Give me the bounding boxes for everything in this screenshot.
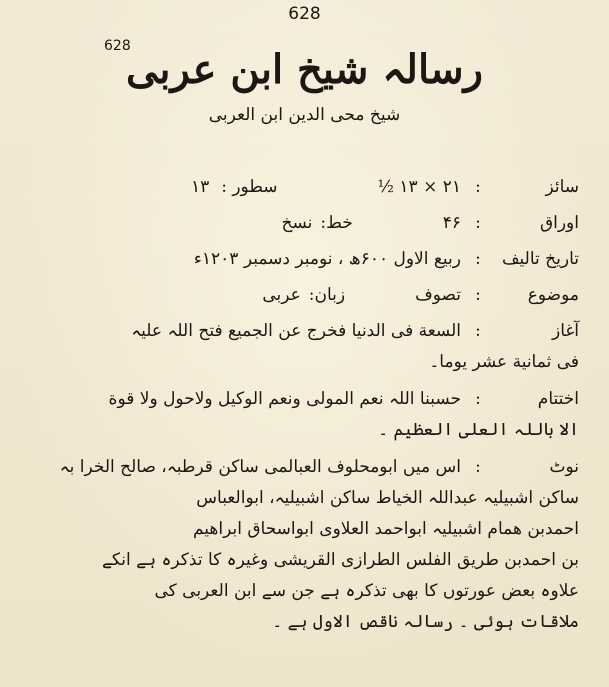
date-row xyxy=(19,244,579,274)
folios-row xyxy=(19,208,579,238)
subject-colon: : xyxy=(475,285,481,305)
date-value: ربیع الاول ۶۰۰ھ ، نومبر دسمبر ۱۲۰۳ء xyxy=(193,249,461,269)
lines-label: سطور : xyxy=(221,177,278,197)
page-number-stamp: 628 xyxy=(104,38,131,54)
note-label: نوٹ xyxy=(549,457,579,477)
page-number-top: 628 xyxy=(288,4,321,24)
subject-value: تصوف xyxy=(415,285,461,305)
size-colon: : xyxy=(475,177,481,197)
note-line: اس میں ابومحلوف العبالمی ساکن قرطبہ، صالح الخرا بہ xyxy=(59,457,461,477)
note-line: ملاقات ہوئی ۔ رسالہ ناقص الاول ہے ۔ xyxy=(272,612,579,632)
note-row xyxy=(19,452,579,638)
note-line: ساکن اشبیلیہ عبداللہ الخیاط ساکن اشبیلیہ، ابوالعباس xyxy=(196,488,579,508)
folios-value: ۴۶ xyxy=(442,213,461,233)
date-colon: : xyxy=(475,249,481,269)
script-value: نسخ xyxy=(281,213,313,233)
note-line: بن احمدبن طریق الفلس الطرازی القریشی وغیرہ کا تذکرہ ہے انکے xyxy=(101,550,579,570)
folios-value-cell xyxy=(19,208,461,238)
size-row xyxy=(19,172,579,202)
incipit-colon: : xyxy=(475,321,481,341)
incipit-label: آغاز xyxy=(551,321,579,341)
folios-colon: : xyxy=(475,213,481,233)
size-value-cell xyxy=(19,172,461,202)
incipit-row xyxy=(19,316,579,378)
language-value: عربی xyxy=(262,285,301,305)
note-line: احمدبن ھمام اشبیلیہ ابواحمد العلاوی ابواسحاق ابراھیم xyxy=(192,519,579,539)
incipit-line: السعة فی الدنیا فخرج عن الجمیع فتح اللہ علیہ xyxy=(131,321,461,341)
explicit-row xyxy=(19,384,579,446)
explicit-colon: : xyxy=(475,389,481,409)
folios-label: اوراق xyxy=(539,213,579,233)
page-title: رسالہ شیخ ابن عربی xyxy=(126,46,483,93)
script-label: خط: xyxy=(320,213,353,233)
subject-row xyxy=(19,280,579,310)
size-value: ۲۱ × ۱۳ ½ xyxy=(377,177,461,197)
author-subtitle: شیخ محی الدین ابن العربی xyxy=(208,105,401,125)
date-label: تاریخ تالیف xyxy=(501,249,579,269)
subject-value-cell xyxy=(19,280,461,310)
size-label: سائز xyxy=(545,177,579,197)
explicit-line: حسبنا اللہ نعم المولی ونعم الوکیل ولاحول ولا قوة xyxy=(108,389,461,409)
subject-label: موضوع xyxy=(527,285,579,305)
explicit-line: الا باللہ العلی العظیم ۔ xyxy=(378,420,579,440)
language-label: زبان: xyxy=(308,285,346,305)
note-line: علاوہ بعض عورتوں کا بھی تذکرہ ہے جن سے ابن العربی کی xyxy=(154,581,579,601)
note-colon: : xyxy=(475,457,481,477)
explicit-label: اختتام xyxy=(537,389,579,409)
incipit-line: فی ثمانیة عشر یوما۔ xyxy=(429,352,579,372)
catalogue-record xyxy=(19,172,579,644)
lines-value: ۱۳ xyxy=(190,177,210,197)
